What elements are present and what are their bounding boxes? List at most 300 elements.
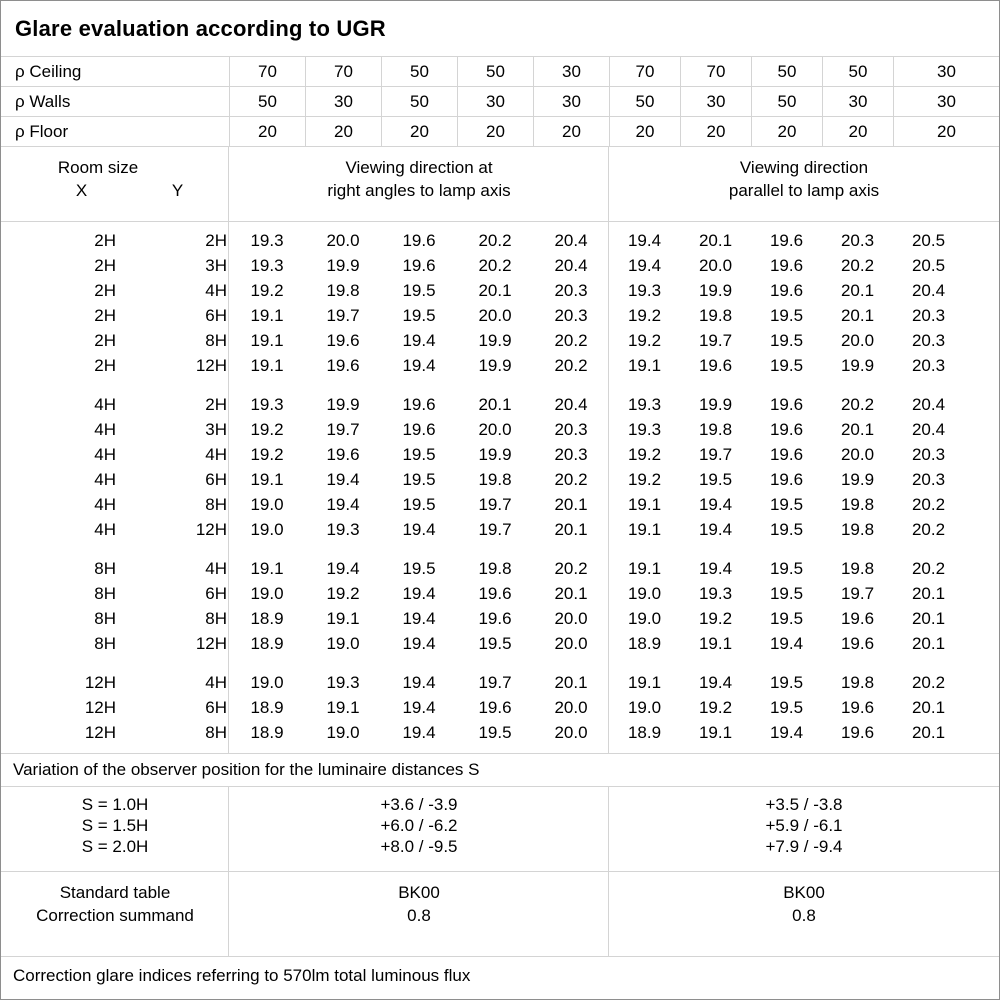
room-size-y: 12H — [195, 520, 227, 539]
ugr-value: 19.2 — [627, 331, 662, 350]
ugr-value: 20.0 — [840, 331, 875, 350]
ugr-row — [1, 417, 999, 442]
reflectance-value: 20 — [381, 117, 457, 147]
room-size-x: 2H — [94, 356, 116, 375]
ugr-value: 18.9 — [627, 634, 662, 653]
xy-header — [1, 179, 229, 202]
ugr-value: 19.5 — [769, 584, 804, 603]
s-distance-labels — [1, 794, 229, 871]
ugr-value: 20.1 — [478, 395, 512, 414]
ugr-value: 20.2 — [478, 231, 512, 250]
ugr-value: 20.3 — [911, 470, 946, 489]
room-size-x: 4H — [94, 520, 116, 539]
ugr-value: 20.3 — [911, 356, 946, 375]
ugr-row — [1, 517, 999, 542]
ugr-value: 19.5 — [402, 559, 436, 578]
room-size-x: 4H — [94, 395, 116, 414]
ugr-value: 19.1 — [250, 331, 284, 350]
ugr-value: 20.5 — [911, 231, 946, 250]
ugr-value: 19.9 — [326, 256, 360, 275]
viewing-direction-right-angles-header — [229, 147, 609, 221]
ugr-value: 19.1 — [698, 634, 733, 653]
ugr-value: 19.8 — [478, 559, 512, 578]
ugr-value: 19.8 — [840, 520, 875, 539]
ugr-value: 20.4 — [554, 231, 588, 250]
ugr-value: 19.6 — [769, 445, 804, 464]
ugr-value: 19.4 — [402, 634, 436, 653]
ugr-value: 19.4 — [326, 559, 360, 578]
ugr-value: 20.1 — [911, 634, 946, 653]
x-column-header: X — [75, 181, 88, 200]
ugr-value: 19.6 — [840, 698, 875, 717]
room-size-x: 12H — [84, 723, 116, 742]
reflectance-value: 50 — [609, 87, 680, 117]
room-size-x: 2H — [94, 231, 116, 250]
ugr-value: 19.4 — [698, 673, 733, 692]
ugr-value: 20.0 — [554, 609, 588, 628]
ugr-value: 19.0 — [250, 673, 284, 692]
reflectance-value: 20 — [751, 117, 822, 147]
s-distance-label: S = 1.5H — [81, 816, 149, 835]
room-size-x: 4H — [94, 420, 116, 439]
reflectance-label: ρ Walls — [1, 87, 229, 117]
room-size-x: 4H — [94, 445, 116, 464]
ugr-value: 18.9 — [250, 634, 284, 653]
ugr-value: 19.1 — [627, 356, 662, 375]
group-header-line: Viewing direction at — [345, 158, 493, 177]
ugr-value: 20.2 — [911, 559, 946, 578]
room-size-y: 8H — [205, 495, 227, 514]
ugr-value: 19.2 — [627, 306, 662, 325]
group-header-line: parallel to lamp axis — [728, 181, 880, 200]
ugr-value: 19.5 — [402, 306, 436, 325]
ugr-value: 20.0 — [554, 698, 588, 717]
reflectance-value: 30 — [457, 87, 533, 117]
reflectance-value: 50 — [229, 87, 305, 117]
ugr-value: 20.0 — [554, 723, 588, 742]
ugr-value: 19.6 — [478, 609, 512, 628]
room-size-header — [1, 147, 229, 221]
room-size-y: 4H — [205, 559, 227, 578]
ugr-value: 20.1 — [840, 306, 875, 325]
s-variation-value: +8.0 / -9.5 — [380, 837, 458, 856]
viewing-direction-parallel-header — [609, 147, 999, 221]
ugr-row — [1, 442, 999, 467]
ugr-row — [1, 392, 999, 417]
ugr-value: 20.0 — [840, 445, 875, 464]
reflectance-value: 50 — [457, 57, 533, 87]
ugr-value: 19.7 — [698, 331, 733, 350]
ugr-value: 19.0 — [326, 723, 360, 742]
s-values-right-angles — [229, 794, 609, 871]
ugr-row — [1, 695, 999, 720]
reflectance-value: 70 — [609, 57, 680, 87]
standard-values-right-angles — [229, 881, 609, 956]
s-variation-value: +6.0 / -6.2 — [380, 816, 458, 835]
room-size-y: 12H — [195, 634, 227, 653]
ugr-value: 20.4 — [911, 420, 946, 439]
ugr-value: 19.5 — [478, 723, 512, 742]
ugr-value: 18.9 — [250, 609, 284, 628]
ugr-value: 20.0 — [478, 306, 512, 325]
ugr-row — [1, 353, 999, 378]
reflectance-value: 30 — [893, 57, 999, 87]
ugr-value: 19.2 — [698, 609, 733, 628]
ugr-value: 20.2 — [840, 256, 875, 275]
ugr-value: 20.0 — [326, 231, 360, 250]
ugr-value: 19.4 — [698, 559, 733, 578]
ugr-value: 19.6 — [840, 723, 875, 742]
room-size-x: 2H — [94, 281, 116, 300]
ugr-value: 20.1 — [840, 281, 875, 300]
group-header-line: Viewing direction — [739, 158, 869, 177]
ugr-value: 19.5 — [769, 698, 804, 717]
room-size-y: 2H — [205, 395, 227, 414]
ugr-value: 19.0 — [627, 698, 662, 717]
ugr-value: 20.2 — [478, 256, 512, 275]
reflectance-value: 50 — [751, 57, 822, 87]
ugr-row — [1, 606, 999, 631]
y-column-header: Y — [171, 181, 184, 200]
ugr-value: 19.1 — [627, 520, 662, 539]
ugr-value: 19.5 — [769, 673, 804, 692]
standard-row-value: BK00 — [398, 883, 440, 902]
ugr-value: 19.0 — [627, 584, 662, 603]
room-size-x: 8H — [94, 609, 116, 628]
ugr-value: 19.4 — [402, 723, 436, 742]
ugr-value: 20.1 — [911, 584, 946, 603]
ugr-value: 18.9 — [250, 698, 284, 717]
ugr-value: 19.3 — [627, 420, 662, 439]
reflectance-value: 50 — [381, 87, 457, 117]
ugr-value: 19.1 — [250, 356, 284, 375]
ugr-value: 19.4 — [402, 520, 436, 539]
ugr-value: 20.1 — [554, 495, 588, 514]
ugr-value: 20.3 — [840, 231, 875, 250]
ugr-value: 19.4 — [402, 673, 436, 692]
ugr-value: 19.5 — [769, 495, 804, 514]
standard-row-value: BK00 — [783, 883, 825, 902]
ugr-value: 20.1 — [911, 609, 946, 628]
ugr-value: 20.1 — [698, 231, 733, 250]
ugr-value: 19.6 — [698, 356, 733, 375]
ugr-value: 19.2 — [627, 470, 662, 489]
reflectance-value: 50 — [751, 87, 822, 117]
ugr-value: 19.9 — [478, 356, 512, 375]
footer-note: Correction glare indices referring to 570lm total luminous flux — [13, 966, 471, 985]
reflectance-value: 20 — [533, 117, 609, 147]
reflectance-value: 50 — [822, 57, 893, 87]
ugr-value: 19.2 — [326, 584, 360, 603]
ugr-value: 19.0 — [250, 520, 284, 539]
standard-row-label: Standard table — [59, 883, 171, 902]
ugr-value: 19.9 — [698, 281, 733, 300]
ugr-value: 19.5 — [402, 470, 436, 489]
ugr-value: 20.1 — [554, 673, 588, 692]
reflectance-value: 70 — [680, 57, 751, 87]
room-size-y: 4H — [205, 281, 227, 300]
ugr-value: 19.7 — [326, 306, 360, 325]
group-header-line: right angles to lamp axis — [327, 181, 511, 200]
ugr-value: 19.4 — [402, 331, 436, 350]
ugr-value: 18.9 — [627, 723, 662, 742]
ugr-value: 19.1 — [698, 723, 733, 742]
ugr-value: 19.6 — [402, 231, 436, 250]
ugr-value: 19.4 — [769, 634, 804, 653]
ugr-value: 19.8 — [840, 673, 875, 692]
ugr-value: 19.3 — [250, 395, 284, 414]
reflectance-label: ρ Floor — [1, 117, 229, 147]
room-size-y: 4H — [205, 673, 227, 692]
ugr-row — [1, 278, 999, 303]
s-distance-label: S = 2.0H — [81, 837, 149, 856]
ugr-row — [1, 720, 999, 745]
room-size-x: 2H — [94, 331, 116, 350]
ugr-value: 19.6 — [769, 395, 804, 414]
s-variation-value: +3.5 / -3.8 — [765, 795, 843, 814]
reflectance-row — [1, 87, 999, 117]
ugr-value: 19.1 — [326, 698, 360, 717]
table-header-row — [1, 147, 999, 222]
room-size-y: 8H — [205, 331, 227, 350]
ugr-value: 19.3 — [250, 256, 284, 275]
standard-row-value: 0.8 — [792, 906, 816, 925]
room-size-x: 12H — [84, 673, 116, 692]
ugr-value: 20.2 — [554, 331, 588, 350]
room-size-x: 2H — [94, 306, 116, 325]
ugr-value: 20.1 — [554, 520, 588, 539]
room-size-x: 8H — [94, 559, 116, 578]
ugr-row — [1, 631, 999, 656]
ugr-row — [1, 228, 999, 253]
ugr-value: 19.6 — [402, 395, 436, 414]
ugr-value: 20.2 — [911, 673, 946, 692]
ugr-value: 20.0 — [698, 256, 733, 275]
ugr-value: 19.8 — [840, 559, 875, 578]
ugr-value: 20.4 — [554, 395, 588, 414]
ugr-value: 19.6 — [402, 256, 436, 275]
ugr-value: 19.6 — [478, 698, 512, 717]
ugr-row — [1, 492, 999, 517]
room-size-y: 6H — [205, 698, 227, 717]
ugr-value: 19.5 — [402, 445, 436, 464]
title-row — [1, 1, 999, 57]
ugr-value: 19.2 — [627, 445, 662, 464]
ugr-value: 19.6 — [478, 584, 512, 603]
ugr-value: 19.7 — [478, 520, 512, 539]
reflectance-value: 30 — [305, 87, 381, 117]
ugr-value: 19.6 — [769, 420, 804, 439]
ugr-value: 19.5 — [402, 281, 436, 300]
room-size-y: 3H — [205, 420, 227, 439]
ugr-value: 19.8 — [698, 306, 733, 325]
reflectance-value: 20 — [457, 117, 533, 147]
ugr-value: 19.6 — [326, 356, 360, 375]
ugr-row — [1, 556, 999, 581]
reflectance-value: 50 — [381, 57, 457, 87]
ugr-value: 20.3 — [911, 306, 946, 325]
observer-variation-section — [1, 787, 999, 872]
standard-table-labels — [1, 881, 229, 956]
ugr-value: 20.3 — [554, 445, 588, 464]
ugr-value: 19.5 — [698, 470, 733, 489]
ugr-value: 19.1 — [250, 559, 284, 578]
ugr-value: 19.1 — [250, 470, 284, 489]
reflectance-value: 70 — [305, 57, 381, 87]
ugr-value: 18.9 — [250, 723, 284, 742]
ugr-value: 19.6 — [326, 331, 360, 350]
ugr-value: 19.7 — [478, 673, 512, 692]
reflectance-value: 30 — [893, 87, 999, 117]
ugr-value: 19.4 — [402, 356, 436, 375]
ugr-value: 19.5 — [769, 609, 804, 628]
room-size-y: 12H — [195, 356, 227, 375]
ugr-value: 19.2 — [250, 445, 284, 464]
reflectance-value: 20 — [893, 117, 999, 147]
ugr-value: 19.0 — [326, 634, 360, 653]
reflectance-table — [1, 57, 999, 147]
ugr-value: 19.5 — [769, 306, 804, 325]
ugr-value: 19.4 — [627, 231, 662, 250]
ugr-value: 20.0 — [478, 420, 512, 439]
ugr-value: 20.0 — [554, 634, 588, 653]
ugr-row — [1, 303, 999, 328]
ugr-value: 20.3 — [554, 306, 588, 325]
ugr-value: 19.8 — [840, 495, 875, 514]
ugr-value: 19.8 — [326, 281, 360, 300]
ugr-value-table — [1, 222, 999, 754]
reflectance-value: 20 — [680, 117, 751, 147]
room-size-x: 8H — [94, 584, 116, 603]
ugr-value: 19.9 — [840, 470, 875, 489]
s-variation-value: +5.9 / -6.1 — [765, 816, 843, 835]
ugr-value: 20.2 — [911, 495, 946, 514]
room-size-y: 8H — [205, 609, 227, 628]
ugr-value: 19.4 — [627, 256, 662, 275]
room-size-y: 3H — [205, 256, 227, 275]
ugr-value: 19.5 — [478, 634, 512, 653]
ugr-value: 19.2 — [250, 281, 284, 300]
ugr-value: 19.8 — [478, 470, 512, 489]
ugr-value: 19.7 — [478, 495, 512, 514]
ugr-value: 19.5 — [402, 495, 436, 514]
ugr-value: 19.1 — [627, 559, 662, 578]
ugr-value: 19.6 — [769, 470, 804, 489]
ugr-value: 20.2 — [554, 356, 588, 375]
ugr-value: 19.9 — [478, 331, 512, 350]
variation-note: Variation of the observer position for the luminaire distances S — [1, 754, 999, 787]
ugr-value: 19.4 — [698, 520, 733, 539]
ugr-value: 19.5 — [769, 559, 804, 578]
ugr-value: 19.7 — [840, 584, 875, 603]
ugr-value: 19.6 — [769, 256, 804, 275]
standard-row-label: Correction summand — [36, 906, 194, 925]
reflectance-value: 20 — [229, 117, 305, 147]
ugr-value: 19.4 — [326, 470, 360, 489]
room-size-y: 8H — [205, 723, 227, 742]
ugr-value: 19.7 — [326, 420, 360, 439]
reflectance-value: 20 — [305, 117, 381, 147]
ugr-value: 20.1 — [840, 420, 875, 439]
reflectance-value: 70 — [229, 57, 305, 87]
ugr-value: 19.3 — [326, 520, 360, 539]
ugr-value: 19.5 — [769, 520, 804, 539]
reflectance-value: 30 — [533, 57, 609, 87]
ugr-value: 19.5 — [769, 356, 804, 375]
reflectance-value: 30 — [822, 87, 893, 117]
ugr-value: 20.4 — [911, 395, 946, 414]
ugr-value: 20.3 — [911, 331, 946, 350]
ugr-value: 20.1 — [478, 281, 512, 300]
s-variation-value: +7.9 / -9.4 — [765, 837, 843, 856]
ugr-value: 19.1 — [627, 673, 662, 692]
reflectance-row — [1, 57, 999, 87]
room-size-y: 4H — [205, 445, 227, 464]
ugr-value: 20.1 — [911, 698, 946, 717]
ugr-value: 20.1 — [554, 584, 588, 603]
ugr-value: 19.3 — [627, 395, 662, 414]
ugr-value: 20.1 — [911, 723, 946, 742]
page-title: Glare evaluation according to UGR — [15, 15, 386, 41]
room-size-y: 6H — [205, 470, 227, 489]
ugr-value: 19.3 — [326, 673, 360, 692]
ugr-value: 19.6 — [769, 231, 804, 250]
ugr-value: 19.1 — [326, 609, 360, 628]
reflectance-value: 30 — [533, 87, 609, 117]
ugr-value: 19.1 — [250, 306, 284, 325]
ugr-value: 19.9 — [326, 395, 360, 414]
ugr-value: 19.2 — [250, 420, 284, 439]
ugr-value: 19.0 — [627, 609, 662, 628]
room-size-x: 8H — [94, 634, 116, 653]
standard-row-value: 0.8 — [407, 906, 431, 925]
ugr-row — [1, 581, 999, 606]
room-size-y: 2H — [205, 231, 227, 250]
reflectance-label: ρ Ceiling — [1, 57, 229, 87]
reflectance-value: 20 — [609, 117, 680, 147]
ugr-value: 19.5 — [769, 331, 804, 350]
ugr-value: 19.6 — [840, 634, 875, 653]
ugr-value: 20.2 — [554, 470, 588, 489]
ugr-value: 19.0 — [250, 584, 284, 603]
ugr-value: 19.6 — [769, 281, 804, 300]
ugr-value: 19.9 — [840, 356, 875, 375]
ugr-value: 19.7 — [698, 445, 733, 464]
ugr-value: 19.4 — [326, 495, 360, 514]
ugr-value: 20.3 — [911, 445, 946, 464]
standard-table-section — [1, 872, 999, 957]
ugr-value: 20.4 — [911, 281, 946, 300]
ugr-value: 19.4 — [402, 609, 436, 628]
ugr-value: 19.9 — [698, 395, 733, 414]
room-size-y: 6H — [205, 584, 227, 603]
ugr-value: 19.8 — [698, 420, 733, 439]
ugr-value: 19.9 — [478, 445, 512, 464]
ugr-row — [1, 670, 999, 695]
room-size-x: 4H — [94, 470, 116, 489]
room-size-x: 4H — [94, 495, 116, 514]
standard-values-parallel — [609, 881, 999, 956]
reflectance-value: 20 — [822, 117, 893, 147]
ugr-value: 20.2 — [840, 395, 875, 414]
ugr-value: 20.3 — [554, 281, 588, 300]
ugr-value: 19.4 — [402, 698, 436, 717]
room-size-x: 12H — [84, 698, 116, 717]
ugr-value: 19.4 — [698, 495, 733, 514]
s-distance-label: S = 1.0H — [81, 795, 149, 814]
ugr-value: 19.0 — [250, 495, 284, 514]
ugr-value: 20.5 — [911, 256, 946, 275]
